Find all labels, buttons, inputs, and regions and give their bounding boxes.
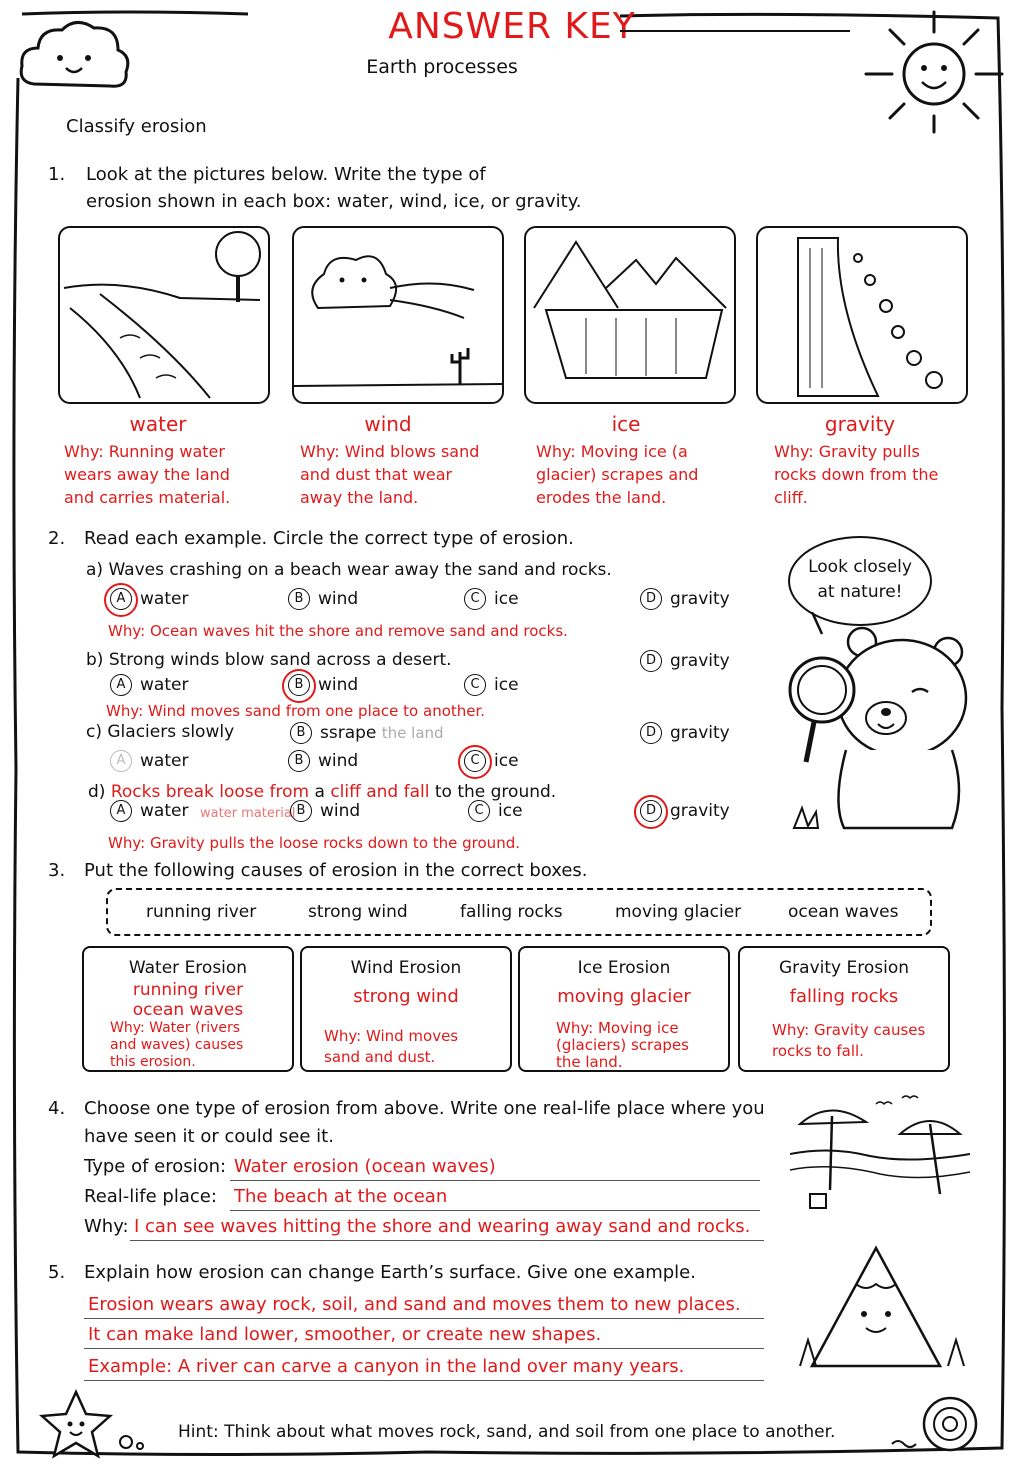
q1-prompt-line2: erosion shown in each box: water, wind, ice, or gravity. — [86, 191, 582, 212]
q2b-option-d-label: gravity — [670, 651, 730, 671]
q2d-letter-b: B — [290, 800, 312, 822]
q2a-why: Why: Ocean waves hit the shore and remove sand and rocks. — [108, 622, 568, 640]
q4-place-answer[interactable]: The beach at the ocean — [234, 1186, 448, 1207]
q2b-option-a-label: water — [140, 675, 189, 695]
page-subtitle: Earth processes — [366, 56, 518, 78]
bin-ice-erosion[interactable] — [518, 946, 730, 1072]
word-bank-item-5[interactable]: ocean waves — [788, 902, 899, 922]
bin-water-answers — [84, 980, 292, 1020]
river-picture — [58, 226, 270, 404]
q1-why-4-line1: Why: Gravity pulls — [774, 442, 920, 461]
glacier-picture — [524, 226, 736, 404]
q5-number: 5. — [48, 1262, 66, 1283]
q2d-highlight-1: Rocks break loose from — [110, 782, 310, 802]
q1-why-4-line3: cliff. — [774, 488, 808, 507]
q2b-option-b-label: wind — [318, 675, 359, 695]
bin-water-why-2: and waves) causes — [110, 1037, 244, 1053]
word-bank-item-2[interactable]: strong wind — [308, 902, 408, 922]
q1-prompt-line1: Look at the pictures below. Write the type of — [86, 164, 486, 185]
bin-ice-heading: Ice Erosion — [577, 958, 671, 978]
q4-number: 4. — [48, 1098, 66, 1119]
q2d-option-a-label: water — [140, 801, 189, 821]
q2d-smudge: water material — [200, 806, 296, 821]
bin-water-erosion[interactable] — [82, 946, 294, 1072]
q1-answer-3: ice — [611, 412, 641, 436]
q3-number: 3. — [48, 860, 66, 881]
bin-wind-answer-1: strong wind — [353, 986, 459, 1007]
q2d-why: Why: Gravity pulls the loose rocks down to the ground. — [108, 834, 520, 852]
bin-wind-erosion[interactable] — [300, 946, 512, 1072]
q1-why-2-line2: and dust that wear — [300, 465, 453, 484]
q2a-text: a) Waves crashing on a beach wear away the sand and rocks. — [86, 560, 612, 580]
q2c-text: c) Glaciers slowly — [86, 722, 235, 742]
bin-wind-why — [324, 1026, 458, 1068]
q2c-extra-b-label: ssrape — [320, 723, 377, 743]
bin-water-why — [110, 1020, 243, 1071]
q1-why-2-line3: away the land. — [300, 488, 419, 507]
q2d-mid: a — [309, 782, 331, 802]
star-icon — [36, 1386, 156, 1466]
page-title: ANSWER KEY — [388, 6, 636, 47]
q2-number: 2. — [48, 528, 66, 549]
q5-rule-3 — [84, 1380, 764, 1381]
bin-ice-why-3: the land. — [556, 1053, 623, 1071]
q2c-option-b[interactable] — [288, 750, 358, 772]
q2b-option-c[interactable] — [464, 674, 519, 696]
q2c-extra-b — [290, 722, 444, 744]
bin-gravity-why-2: rocks to fall. — [772, 1042, 864, 1060]
bin-gravity-why — [772, 1020, 925, 1062]
river-illustration-icon — [60, 228, 268, 402]
q2a-letter-c: C — [464, 588, 486, 610]
q1-why-4-line2: rocks down from the — [774, 465, 939, 484]
q2c-letter-c: C — [464, 750, 486, 772]
q1-why-1-line3: and carries material. — [64, 488, 231, 507]
q2c-letter-d: D — [640, 722, 662, 744]
bin-ice-why-1: Why: Moving ice — [556, 1019, 679, 1037]
q2c-option-a[interactable] — [110, 750, 188, 772]
glacier-illustration-icon — [526, 228, 734, 402]
q5-prompt: Explain how erosion can change Earth’s surface. Give one example. — [84, 1262, 696, 1283]
q2-prompt: Read each example. Circle the correct type of erosion. — [84, 528, 574, 549]
q4-place-line — [230, 1210, 760, 1211]
q2d-suffix: to the ground. — [429, 782, 557, 802]
q2d-option-c-label: ice — [498, 801, 523, 821]
beach-icon — [790, 1094, 970, 1224]
bear-with-magnifier-icon — [782, 612, 982, 840]
q5-rule-2 — [84, 1348, 764, 1349]
q4-why-answer[interactable]: I can see waves hitting the shore and wearing away sand and rocks. — [134, 1216, 751, 1237]
q2d-prefix: d) — [88, 782, 111, 802]
q1-number: 1. — [48, 164, 66, 185]
q2c-option-d-label: gravity — [670, 723, 730, 743]
bin-gravity-erosion[interactable] — [738, 946, 950, 1072]
word-bank-item-1[interactable]: running river — [146, 902, 257, 922]
q1-why-2 — [300, 440, 520, 509]
wind-cloud-illustration-icon — [294, 228, 502, 402]
q5-answer-line3[interactable]: Example: A river can carve a canyon in the land over many years. — [88, 1356, 685, 1377]
q2a-option-b-label: wind — [318, 589, 359, 609]
q2a-option-c[interactable] — [464, 588, 519, 610]
q2a-option-d[interactable] — [640, 588, 730, 610]
q1-why-3 — [536, 440, 756, 509]
q1-answer-4: gravity — [824, 412, 896, 436]
q4-type-answer[interactable]: Water erosion (ocean waves) — [234, 1156, 496, 1177]
q2c-option-c-label: ice — [494, 751, 519, 771]
title-underline — [620, 30, 850, 32]
q5-answer-line1[interactable]: Erosion wears away rock, soil, and sand and moves them to new places. — [88, 1294, 741, 1315]
wind-picture — [292, 226, 504, 404]
q2d-option-b-label: wind — [320, 801, 361, 821]
q2d-letter-a: A — [110, 800, 132, 822]
q2a-answer-ring — [104, 583, 138, 617]
cliff-picture — [756, 226, 968, 404]
q2b-option-c-label: ice — [494, 675, 519, 695]
q2d-text — [88, 782, 556, 802]
q2d-answer-ring — [634, 795, 668, 829]
q2a-option-c-label: ice — [494, 589, 519, 609]
q2a-letter-a: A — [110, 588, 132, 610]
bin-wind-why-2: sand and dust. — [324, 1048, 436, 1066]
q2b-option-a[interactable] — [110, 674, 188, 696]
q4-prompt-line2: have seen it or could see it. — [84, 1126, 334, 1147]
word-bank-item-3[interactable]: falling rocks — [460, 902, 563, 922]
q2a-letter-d: D — [640, 588, 662, 610]
bin-water-answer-2: ocean waves — [132, 1000, 244, 1020]
q4-why-line — [130, 1240, 764, 1241]
bin-water-why-1: Why: Water (rivers — [110, 1020, 241, 1036]
q2d-letter-d: D — [640, 800, 662, 822]
q1-why-1 — [64, 440, 284, 509]
q2c-letter-b: B — [288, 750, 310, 772]
q2c-faint-text: the land — [381, 724, 444, 742]
q2b-option-d[interactable] — [640, 650, 730, 672]
q2c-option-d[interactable] — [640, 722, 730, 744]
q2c-answer-ring — [458, 745, 492, 779]
q1-why-4 — [774, 440, 994, 509]
q2a-option-d-label: gravity — [670, 589, 730, 609]
q2d-letter-c: C — [468, 800, 490, 822]
q2b-text: b) Strong winds blow sand across a desert. — [86, 650, 452, 670]
q2c-extra-letter-b: B — [290, 722, 312, 744]
q1-why-1-line2: wears away the land — [64, 465, 230, 484]
hint-text: Hint: Think about what moves rock, sand, and soil from one place to another. — [178, 1422, 836, 1442]
q5-rule-1 — [84, 1318, 764, 1319]
mountain-icon — [786, 1240, 972, 1372]
q1-why-3-line1: Why: Moving ice (a — [536, 442, 688, 461]
cliff-illustration-icon — [758, 228, 966, 402]
bin-water-answer-1: running river — [132, 980, 244, 1000]
bin-ice-why — [556, 1020, 689, 1071]
q2b-letter-d: D — [640, 650, 662, 672]
word-bank-item-4[interactable]: moving glacier — [615, 902, 742, 922]
q2d-option-d-label: gravity — [670, 801, 730, 821]
q2d-option-b[interactable] — [290, 800, 360, 822]
bin-water-heading: Water Erosion — [128, 958, 248, 978]
bin-gravity-answer-1: falling rocks — [789, 986, 899, 1007]
q2d-option-c[interactable] — [468, 800, 523, 822]
q4-type-line — [230, 1180, 760, 1181]
q2b-letter-c: C — [464, 674, 486, 696]
q2b-why: Why: Wind moves sand from one place to another. — [106, 702, 486, 720]
q1-why-3-line2: glacier) scrapes and — [536, 465, 699, 484]
q4-type-label: Type of erosion: — [84, 1156, 227, 1177]
q3-prompt: Put the following causes of erosion in the correct boxes. — [84, 860, 588, 881]
q2a-option-a-label: water — [140, 589, 189, 609]
q2a-letter-b: B — [288, 588, 310, 610]
bin-gravity-why-1: Why: Gravity causes — [772, 1021, 926, 1039]
bin-gravity-heading: Gravity Erosion — [778, 958, 909, 978]
bin-ice-answer-1: moving glacier — [557, 986, 691, 1007]
speech-bubble-line2: at nature! — [817, 582, 903, 602]
q1-why-1-line1: Why: Running water — [64, 442, 225, 461]
q1-answer-2: wind — [364, 412, 412, 436]
q2b-answer-ring — [282, 669, 316, 703]
q4-prompt-line1: Choose one type of erosion from above. Write one real-life place where you — [84, 1098, 765, 1119]
bin-wind-why-1: Why: Wind moves — [324, 1027, 459, 1045]
q1-answer-1: water — [129, 412, 187, 436]
q2d-highlight-2: cliff and fall — [330, 782, 430, 802]
q4-place-label: Real-life place: — [84, 1186, 217, 1207]
q2d-option-a[interactable] — [110, 800, 188, 822]
q1-why-2-line1: Why: Wind blows sand — [300, 442, 480, 461]
q1-why-3-line3: erodes the land. — [536, 488, 667, 507]
q2b-letter-b: B — [288, 674, 310, 696]
q2c-letter-a: A — [110, 750, 132, 772]
shell-icon — [886, 1392, 986, 1462]
speech-bubble-line1: Look closely — [808, 557, 912, 577]
bin-wind-heading: Wind Erosion — [350, 958, 462, 978]
bin-ice-why-2: (glaciers) scrapes — [556, 1036, 689, 1054]
q2c-option-b-label: wind — [318, 751, 359, 771]
q2b-letter-a: A — [110, 674, 132, 696]
q2c-option-a-label: water — [140, 751, 189, 771]
q4-why-label: Why: — [84, 1216, 129, 1237]
bin-water-why-3: this erosion. — [110, 1054, 196, 1070]
q5-answer-line2[interactable]: It can make land lower, smoother, or create new shapes. — [88, 1324, 602, 1345]
section-label: Classify erosion — [66, 116, 207, 137]
q2a-option-b[interactable] — [288, 588, 358, 610]
